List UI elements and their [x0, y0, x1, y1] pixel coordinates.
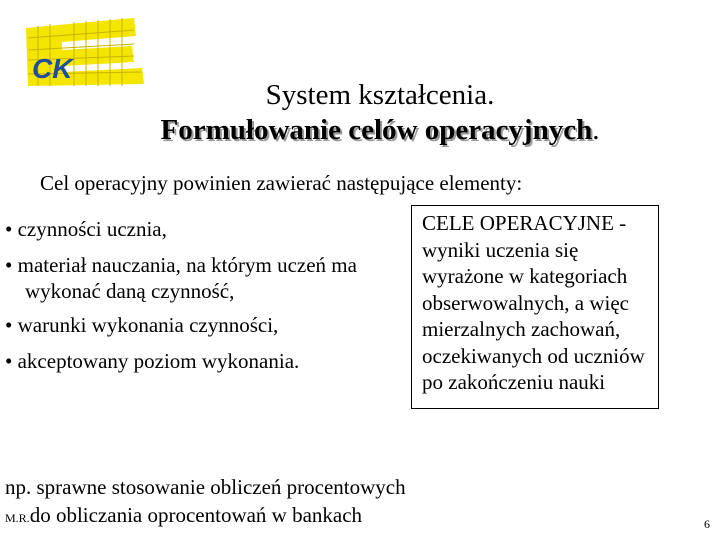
- list-item: [5, 312, 357, 338]
- list-item-text: akceptowany poziom wykonania.: [17, 349, 300, 373]
- title-emphasis: Formułowanie celów operacyjnych: [160, 114, 593, 146]
- title-line-1: System kształcenia.: [265, 79, 495, 111]
- definition-line: wyrażone w kategoriach: [422, 264, 628, 288]
- example-text: [5, 473, 406, 532]
- definition-line: mierzalnych zachowań,: [422, 317, 621, 341]
- list-item-text: czynności ucznia,: [17, 217, 167, 241]
- definition-line: obserwowalnych, a więc: [422, 290, 630, 315]
- elements-list: [5, 216, 357, 384]
- list-item-text: materiał nauczania, na którym uczeń ma: [17, 253, 357, 277]
- definition-line: oczekiwanych od uczniów: [422, 343, 645, 368]
- example-line-1: np. sprawne stosowanie obliczeń procentowych: [5, 475, 406, 499]
- list-item: [5, 216, 357, 242]
- intro-text: Cel operacyjny powinien zawierać następujące elementy:: [40, 171, 523, 195]
- list-item: [5, 252, 357, 304]
- author-initials: M.R.: [5, 511, 30, 525]
- title-period: .: [592, 114, 600, 146]
- list-item: [5, 348, 357, 374]
- page-number: 6: [704, 517, 710, 531]
- logo-text: CK: [32, 53, 73, 84]
- definition-box: [411, 205, 659, 409]
- list-item-text-continued: wykonać daną czynność,: [25, 279, 235, 303]
- bullet-icon: •: [5, 349, 13, 373]
- definition-line: po zakończeniu nauki: [422, 370, 606, 394]
- bullet-icon: •: [5, 217, 13, 241]
- example-line-2: [5, 501, 406, 532]
- bullet-icon: •: [5, 253, 13, 277]
- definition-line: wyniki uczenia się: [422, 237, 579, 262]
- bullet-icon: •: [5, 313, 13, 337]
- ck-logo: [22, 14, 146, 88]
- list-item-text: warunki wykonania czynności,: [17, 313, 279, 337]
- definition-line: CELE OPERACYJNE -: [422, 211, 627, 235]
- example-line-2-text: do obliczania oprocentowań w bankach: [29, 503, 363, 527]
- title-line-2: [0, 112, 720, 148]
